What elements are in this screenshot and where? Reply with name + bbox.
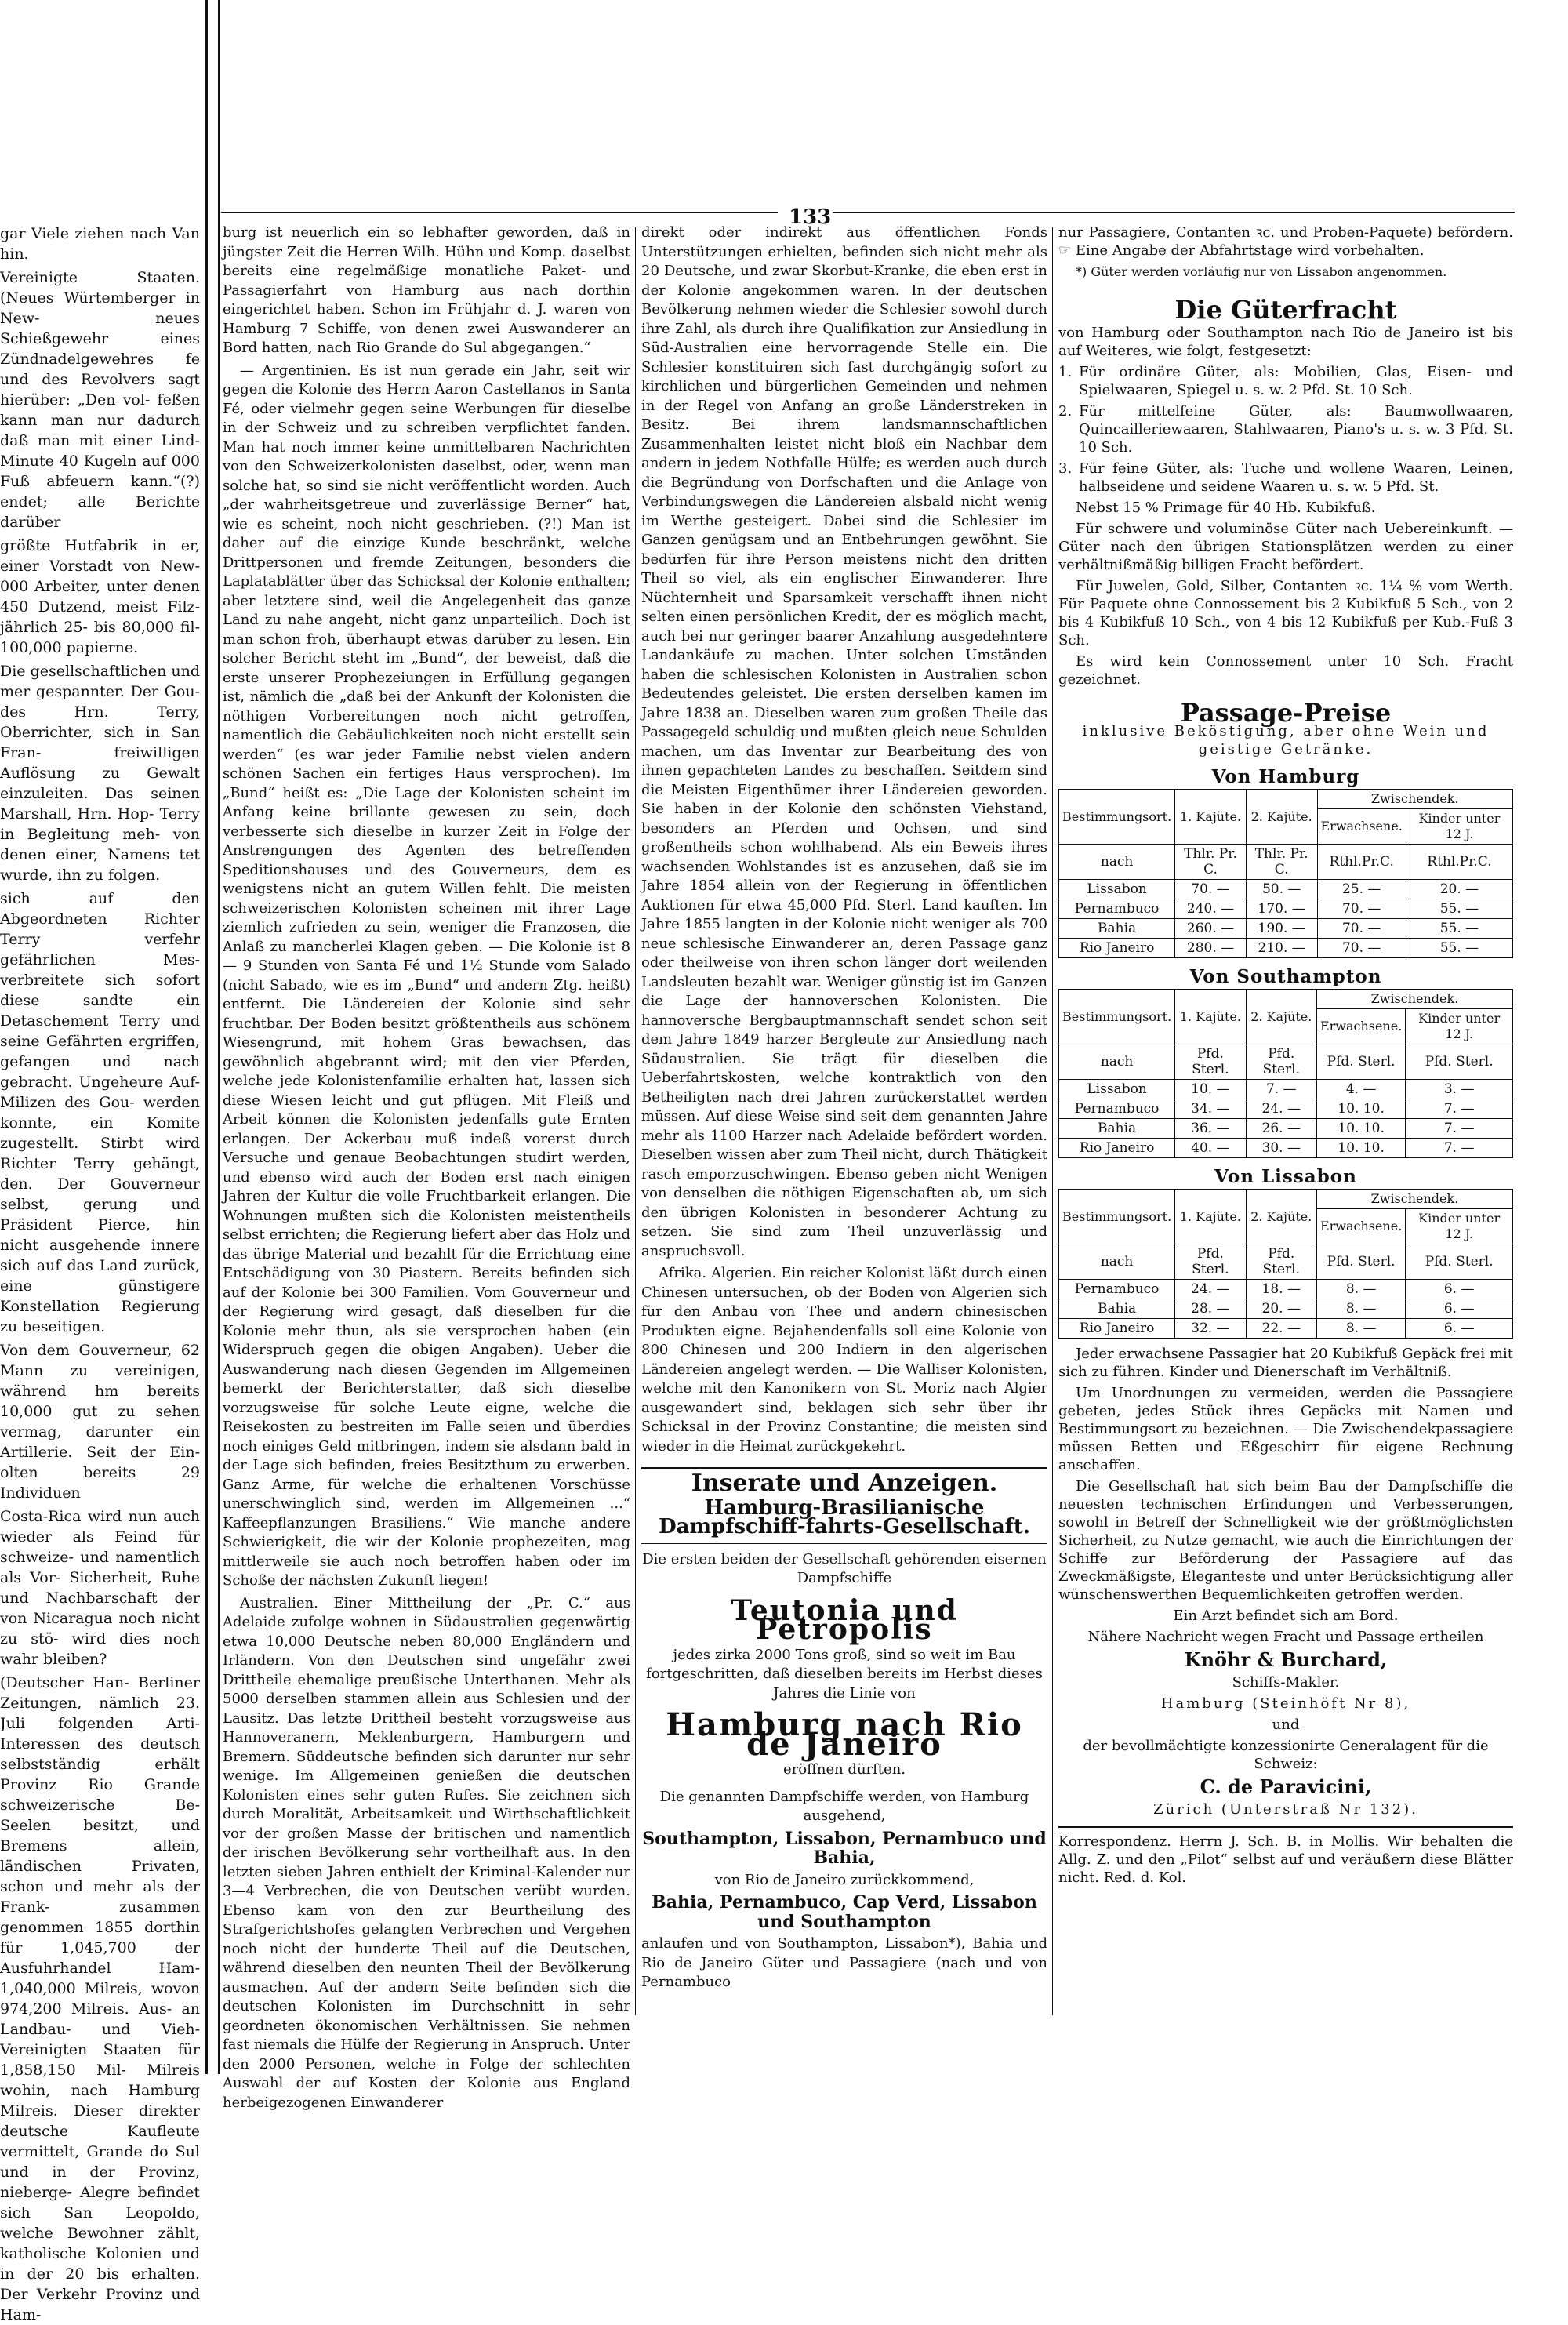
fare-table-lissabon xyxy=(1058,1189,1513,1339)
paragraph: Vereinigte Staaten. (Neues Würtemberger in New- neues Schießgewehr eines Zündnadelgewehres fe und des Revolvers sagt hierüber: „Den vol- feßen kann man nur dadurch daß man mit einer Lind- Minute 40 Kugeln auf 000 Fuß abfeuern kann.“(?) endet; alle Berichte darüber xyxy=(0,269,200,531)
header-cell: Erwachsene. xyxy=(1316,1209,1405,1244)
unit-cell: Pfd. Sterl. xyxy=(1316,1044,1405,1080)
header-cell: 2. Kajüte. xyxy=(1246,1190,1316,1244)
unit-cell: Pfd. Sterl. xyxy=(1175,1044,1246,1080)
table-row: Bahia 260. — 190. — 70. — 55. — xyxy=(1059,919,1513,939)
paragraph: Jeder erwachsene Passagier hat 20 Kubikfuß Gepäck frei mit sich zu führen. Kinder und Dienerschaft im Verhältniß. xyxy=(1058,1346,1513,1380)
unit-cell: Rthl.Pr.C. xyxy=(1317,845,1406,880)
agent-address: Hamburg (Steinhöft Nr 8), xyxy=(1160,1695,1411,1712)
paragraph: Costa-Rica wird nun auch wieder als Feind für schweize- und namentlich als Vor- Sicherheit, Ruhe und Nachbarschaft der von Nicaragua noch nicht zu stö- wird dies noch wahr bleiben? xyxy=(0,1508,200,1668)
paragraph-australien: Australien. Einer Mittheilung der „Pr. C.“ aus Adelaide zufolge wohnen in Südaustralien gegenwärtig etwa 10,000 Deutsche neben 80,000 Engländern und Irländern. Von den Deutschen sind ungefähr zwei Drittheile ehemalige preußische Unterthanen. Mehr als 5000 derselben stammen allein aus Schlesien und der Lausitz. Das letzte Drittheil besteht vorzugsweise aus Hannoveranern, Meklenburgern, Hamburgern und Bremern. Süddeutsche befinden sich darunter nur sehr wenige. Im Allgemeinen genießen die deutschen Kolonisten eines sehr guten Rufes. Sie zeichnen sich durch Moralität, Arbeitsamkeit und Wirthschaftlichkeit vor der großen Masse der britischen und namentlich der irischen Bevölkerung sehr vortheilhaft aus. In den letzten sieben Jahren enthielt der Kriminal-Kalender nur 3—4 Verbrechen, die von Deutschen verübt wurden. Ebenso kam von den zur Beurtheilung des Strafgerichtshofes gelangten Verbrechen und Vergehen noch nicht der hunderte Theil auf die Deutschen, während dieselben den neunten Theil der Bevölkerung ausmachen. Auf der andern Seite befinden sich die deutschen Kolonisten im Durchschnitt in sehr geordneten ökonomischen Verhältnissen. Sie nehmen fast niemals die Hülfe der Regierung in Anspruch. Unter den 2000 Personen, welche in Folge der schlechten Auswahl der auf Kosten der Kolonie aus England herbeigezogenen Einwanderer xyxy=(223,1594,630,2111)
paragraph: sich auf den Abgeordneten Richter Terry verfehr gefährlichen Mes- verbreitete sich sofort diese sandte ein Detaschement Terry und seine Gefährten ergriffen, gefangen und nach gebracht. Ungeheure Auf- Milizen des Gou- werden konnte, ein Komite zugestellt. Stirbt wird Richter Terry gehängt, den. Der Gouverneur selbst, gerung und Präsident Pierce, hin nicht ausgehende innere sich auf das Land zurück, eine günstigere Konstellation Regierung zu beseitigen. xyxy=(0,890,200,1335)
ad-ships: Teutonia und Petropolis xyxy=(731,1593,958,1646)
header-cell: 1. Kajüte. xyxy=(1175,990,1246,1044)
header-cell: Kinder unter 12 J. xyxy=(1406,809,1512,845)
binding-line-inner xyxy=(218,0,220,2074)
fare-table-southampton xyxy=(1058,989,1513,1158)
header-cell: 1. Kajüte. xyxy=(1175,1190,1246,1244)
ad-section-title: Inserate und Anzeigen. xyxy=(691,1469,998,1497)
header-cell: Kinder unter 12 J. xyxy=(1406,1209,1513,1244)
header-cell: 2. Kajüte. xyxy=(1246,990,1316,1044)
header-cell: Erwachsene. xyxy=(1317,809,1406,845)
freight-note: Es wird kein Connossement unter 10 Sch. Fracht gezeichnet. xyxy=(1058,653,1513,688)
paragraph-argentinien: — Argentinien. Es ist nun gerade ein Jahr, seit wir gegen die Kolonie des Herrn Aaron Castellanos in Santa Fé, oder vielmehr gegen seine Werbungen für dieselbe in der Schweiz und zu schreiben verpflichtet fanden. Man hat noch immer keine unmittelbaren Nachrichten von den Schweizerkolonisten daselbst, oder, wenn man solche hat, so sind sie nicht veröffentlicht worden. Auch „der wahrheitsgetreue und zuverlässige Berner“ hat, wie es scheint, noch nicht geschrieben. (?!) Man ist daher auf die einzige Kunde beschränkt, welche Drittpersonen und fremde Zeitungen, besonders die Laplatablätter über das Schicksal der Kolonie enthalten; aber letztere sind, weil die Angelegenheit das ganze Land zu nahe angeht, nicht ganz unparteilich. Doch ist man schon froh, überhaupt etwas darüber zu lesen. Ein solcher Bericht steht im „Bund“, der beweist, daß die erste unserer Prophezeiungen in Erfüllung gegangen ist, nämlich die „daß bei der Ankunft der Kolonisten die nöthigen Vorbereitungen noch nicht getroffen, namentlich die Gebäulichkeiten noch nicht erstellt sein werden“ (es war jeder Familie nebst vielen andern schönen Sachen ein fertiges Haus versprochen). Im „Bund“ heißt es: „Die Lage der Kolonisten scheint im Anfang keine brillante gewesen zu sein, doch verbesserte sich dieselbe in kurzer Zeit in Folge der Anstrengungen des Agenten des betreffenden Speditionshauses und des Gouverneurs, dem es wenigstens nicht an gutem Willen fehlt. Die meisten schweizerischen Kolonisten scheinen mit ihrer Lage ziemlich zufrieden zu sein, weniger die Franzosen, die Anlaß zu mancherlei Klagen geben. — Die Kolonie ist 8 — 9 Stunden von Santa Fé und 1½ Stunde vom Salado (nicht Sabado, wie es im „Bund“ und andern Ztg. heißt) entfernt. Die Ländereien der Kolonie sind sehr fruchtbar. Der Boden besitzt größtentheils aus schönem Wiesengrund, mit hohem Gras bewachsen, das gewöhnlich abgebrannt wird; mit den vier Pferden, welche jede Kolonistenfamilie erhalten hat, lassen sich diese Wiesen leicht und gut pflügen. Mit Fleiß und Arbeit können die Kolonisten jedenfalls gute Ernten erlangen. Der Ackerbau muß indeß vorerst durch Versuche und genaue Beobachtungen studirt werden, und ebenso wird auch der Boden erst nach einigen Jahren der Kultur die volle Fruchtbarkeit erlangen. Die Wohnungen mußten sich die Kolonisten meistentheils selbst errichten; die Regierung liefert aber das Holz und das übrige Material und bezahlt für die Errichtung eine Entschädigung von 30 Piastern. Bereits befinden sich auf der Kolonie bei 300 Familien. Vom Gouverneur und der Regierung wird gesagt, daß dieselben für die Kolonie mehr thun, als sie versprochen haben (ein Widerspruch gegen die obigen Angaben). Ueber die Auswanderung nach diesen Gegenden im Allgemeinen bemerkt der Berichterstatter, daß sich dieselbe vorzugsweise für solche Leute eigne, welche die Reisekosten zu bestreiten im Falle seien und überdies noch einiges Geld mitbringen, indem sie alsdann bald in der Lage sich befinden, freies Besitzthum zu erwerben. Ganz Arme, für welche die erhaltenen Vorschüsse unerschwinglich sind, werden im Allgemeinen ...“ Kaffeepflanzungen Brasiliens.“ Wie manche andere Schwierigkeit, die wir der Kolonie prophezeiten, mag mittlerweile sie auch noch betroffen haben oder im Schoße der nächsten Zukunft liegen! xyxy=(223,361,630,1589)
header-cell: Bestimmungsort. xyxy=(1059,790,1175,845)
table-row: Rio Janeiro 32. — 22. — 8. — 6. — xyxy=(1059,1319,1513,1339)
ad-continuation: nur Passagiere, Contanten ꝛc. und Proben-Paquete) befördern. ☞ Eine Angabe der Abfahrtstage wird vorbehalten. xyxy=(1058,224,1513,259)
ad-closing: anlaufen und von Southampton, Lissabon*), Bahia und Rio de Janeiro Güter und Passagiere (nach und von Pernambuco xyxy=(641,1935,1047,1990)
table-row: Pernambuco 240. — 170. — 70. — 55. — xyxy=(1059,899,1513,919)
header-cell: Kinder unter 12 J. xyxy=(1406,1009,1513,1044)
ad-route: Hamburg nach Rio de Janeiro xyxy=(666,1706,1023,1763)
freight-note: Nebst 15 % Primage für 40 Hb. Kubikfuß. xyxy=(1076,500,1376,516)
paragraph-afrika: Afrika. Algerien. Ein reicher Kolonist läßt durch einen Chinesen untersuchen, ob der Boden von Algerien sich für den Anbau von Thee und andern chinesischen Produkten eigne. Bejahendenfalls soll eine Kolonie von 800 Chinesen und 200 Indiern in den algerischen Ländereien angelegt werden. — Die Walliser Kolonisten, welche mit den Kanonikern von St. Moriz nach Algier ausgewandert sind, beklagen sich sehr über ihr Schicksal in der Provinz Constantine; die meisten sind wieder in die Heimat zurückgekehrt. xyxy=(641,1265,1047,1455)
paragraph: größte Hutfabrik in er, einer Vorstadt von New- 000 Arbeiter, unter denen 450 Dutzend, meist Filz- jährlich 25- bis 80,000 fil- 100,000 papierne. xyxy=(0,537,200,656)
table-row: Rio Janeiro 40. — 30. — 10. 10. 7. — xyxy=(1059,1139,1513,1158)
binding-line xyxy=(205,0,208,2074)
agent-name: Knöhr & Burchard, xyxy=(1184,1648,1388,1671)
ad-rule xyxy=(641,1543,1047,1544)
advertisement xyxy=(641,1469,1047,1993)
unit-cell: Rthl.Pr.C. xyxy=(1406,845,1512,880)
agent-address: Zürich (Unterstraß Nr 132). xyxy=(1153,1801,1418,1818)
unit-cell: nach xyxy=(1059,1244,1175,1280)
paragraph: Von dem Gouverneur, 62 Mann zu vereinigen, während hm bereits 10,000 gut zu sehen vermag, darunter ein Artillerie. Seit der Ein- olten bereits 29 Individuen xyxy=(0,1342,200,1502)
unit-cell: nach xyxy=(1059,1044,1175,1080)
freight-route: von Hamburg oder Southampton nach Rio de Janeiro ist bis auf Weiteres, wie folgt, festgesetzt: xyxy=(1058,325,1513,359)
conjunction: und xyxy=(1272,1717,1300,1733)
ad-size-text: jedes zirka 2000 Tons groß, sind so weit im Bau fortgeschritten, daß dieselben bereits im Herbst dieses Jahres die Linie von xyxy=(646,1646,1043,1702)
contact-intro: Nähere Nachricht wegen Fracht und Passage ertheilen xyxy=(1087,1629,1484,1645)
freight-item: 1. Für ordinäre Güter, als: Mobilien, Glas, Eisen- und Spielwaaren, Spiegel u. s. w. 2 Pfd. St. 10 Sch. xyxy=(1058,364,1513,398)
column-rule-1 xyxy=(635,227,636,2015)
passage-subtitle: inklusive Beköstigung, aber ohne Wein und geistige Getränke. xyxy=(1082,723,1490,757)
table-title: Von Hamburg xyxy=(1211,766,1360,787)
ad-open-text: eröffnen dürften. xyxy=(782,1761,906,1778)
table-row: Pernambuco 34. — 24. — 10. 10. 7. — xyxy=(1059,1099,1513,1119)
header-cell: 1. Kajüte. xyxy=(1175,790,1247,845)
paragraph: Die gesellschaftlichen und mer gespannter. Der Gou- des Hrn. Terry, Oberrichter, sich in San Fran- freiwilligen Auflösung zu Gewalt einzuleiten. Das seinen Marshall, Hrn. Hop- Terry in Begleitung meh- von denen einer, Namens tet wurde, ihn zu folgen. xyxy=(0,663,200,884)
passage-title: Passage-Preise xyxy=(1180,698,1392,728)
ad-separator xyxy=(641,1467,1047,1469)
column-1 xyxy=(223,223,630,2111)
table-row: Lissabon 10. — 7. — 4. — 3. — xyxy=(1059,1080,1513,1099)
unit-cell: Pfd. Sterl. xyxy=(1246,1244,1316,1280)
ad-return-intro: von Rio de Janeiro zurückkommend, xyxy=(714,1871,975,1888)
ad-return-ports: Bahia, Pernambuco, Cap Verd, Lissabon und Southampton xyxy=(652,1892,1037,1932)
header-cell: 2. Kajüte. xyxy=(1246,790,1317,845)
freight-note: Für schwere und voluminöse Güter nach Uebereinkunft. — Güter nach den übrigen Stationsplätzen werden zu einer verhältnißmäßig billigen Fracht befördert. xyxy=(1058,521,1513,573)
unit-cell: Pfd. Sterl. xyxy=(1246,1044,1316,1080)
header-rule-left xyxy=(221,212,778,213)
paragraph: burg ist neuerlich ein so lebhafter geworden, daß in jüngster Zeit die Herren Wilh. Hühn und Komp. daselbst bereits eine regelmäßige monatliche Paket- und Passagierfahrt von Hamburg aus nach dorthin eingerichtet haben. Schon im Frühjahr d. J. waren von Hamburg 7 Schiffe, von denen zwei Auswanderer an Bord hatten, nach Rio Grande do Sul abgegangen.“ xyxy=(223,224,630,356)
paragraph: Ein Arzt befindet sich am Bord. xyxy=(1173,1608,1399,1624)
paragraph: gar Viele ziehen nach Van hin. xyxy=(0,225,200,263)
agent-intro: der bevollmächtigte konzessionirte Generalagent für die Schweiz: xyxy=(1083,1738,1489,1772)
column-2 xyxy=(641,223,1047,2019)
unit-cell: nach xyxy=(1059,845,1175,880)
unit-cell: Pfd. Sterl. xyxy=(1316,1244,1405,1280)
header-cell: Zwischendek. xyxy=(1317,790,1513,809)
agent-name: C. de Paravicini, xyxy=(1200,1775,1372,1798)
section-rule xyxy=(1058,1826,1513,1828)
freight-item: 3. Für feine Güter, als: Tuche und wollene Waaren, Leinen, halbseidene und seidene Waaren u. s. w. 5 Pfd. St. xyxy=(1058,460,1513,495)
unit-cell: Pfd. Sterl. xyxy=(1175,1244,1246,1280)
footnote: *) Güter werden vorläufig nur von Lissabon angenommen. xyxy=(1076,264,1447,279)
header-cell: Bestimmungsort. xyxy=(1059,990,1175,1044)
table-row: Bahia 28. — 20. — 8. — 6. — xyxy=(1059,1299,1513,1319)
agent-role: Schiffs-Makler. xyxy=(1232,1674,1340,1691)
fare-table-hamburg xyxy=(1058,789,1513,958)
correspondence-note: Korrespondenz. Herrn J. Sch. B. in Mollis. Wir behalten die Allg. Z. und den „Pilot“ selbst auf und veräußern diese Blätter nicht. Red. d. Kol. xyxy=(1058,1833,1513,1886)
paragraph: Um Unordnungen zu vermeiden, werden die Passagiere gebeten, jedes Stück ihres Gepäcks mit Namen und Bestimmungsort zu bezeichnen. — Die Zwischendekpassagiere müssen Betten und Eßgeschirr für eigene Rechnung anschaffen. xyxy=(1058,1385,1513,1473)
table-row: Lissabon 70. — 50. — 25. — 20. — xyxy=(1059,880,1513,899)
paragraph: direkt oder indirekt aus öffentlichen Fonds Unterstützungen erhielten, befinden sich nicht mehr als 20 Deutsche, und zwar Skorbut-Kranke, die eben erst in der Kolonie angekommen waren. In der deutschen Bevölkerung nehmen wieder die Schlesier sowohl durch ihre Zahl, als durch ihre Qualifikation zur Ansiedlung in Süd-Australien eine hervorragende Stelle ein. Die Schlesier konstituiren sich fast durchgängig sofort zu kirchlichen und bürgerlichen Gemeinden und nehmen in der Regel von Anfang an große Länderstreken in Besitz. Bei ihrem landsmannschaftlichen Zusammenhalten leistet nicht bloß ein Nachbar dem andern in jedem Nothfalle Hülfe; es werden auch durch die Begründung von Dorfschaften und die Anlage von Verbindungswegen die Ländereien alsbald nicht wenig im Werthe gesteigert. Dabei sind die Schlesier im Ganzen genügsam und an Entbehrungen gewöhnt. Sie bedürfen für ihre Person meistens nicht den dritten Theil so viel, als ein englischer Einwanderer. Ihre Nüchternheit und Sparsamkeit verschafft ihnen nicht selten einen persönlichen Kredit, der es möglich macht, auch bei nur geringer baarer Anzahlung ausgedehntere Landankäufe zu machen. Unter solchen Umständen haben die schlesischen Kolonisten in Australien schon Bedeutendes geleistet. Die ersten derselben kamen im Jahre 1838 an. Dieselben waren zum großen Theile das Passagegeld schuldig und mußten gleich neue Schulden machen, um das Inventar zur Bearbeitung des von ihnen gepachteten Landes zu beschaffen. Seitdem sind die Meisten Eigenthümer ihrer Ländereien geworden. Sie haben in der Kolonie den schönsten Viehstand, besonders an Pferden und Ochsen, und sind großentheils schon wohlhabend. Als ein Beweis ihres wachsenden Wohlstandes ist es anzusehen, daß sie im Jahre 1854 allein von der Regierung in öffentlichen Auktionen für etwa 45,000 Pfd. Sterl. Land kauften. Im Jahre 1855 langten in der Kolonie nicht weniger als 700 neue schlesische Einwanderer an, deren Passage ganz oder theilweise von ihren schon länger dort weilenden Landsleuten bezahlt war. Weniger günstig ist im Ganzen die Lage der hannoverschen Kolonisten. Die hannoversche Bergbauptmannschaft sendet schon seit dem Jahre 1849 harzer Bergleute zur Ansiedlung nach Südaustralien. Sie trägt für dieselben die Ueberfahrtskosten, welche kontraktlich von den Betheiligten nach drei Jahren zurückerstattet werden müssen. Auf diese Weise sind seit dem genannten Jahre mehr als 1100 Harzer nach Adelaide befördert worden. Dieselben wissen aber zum Theil nicht, durch Thätigkeit rasch emporzuschwingen. Ebenso geben nicht Wenigen von denselben die nöthigen Eigenschaften ab, um sich den übrigen Kolonisten in besonderer Achtung zu setzen. Sie sind zum Theil unzuverlässig und anspruchsvoll. xyxy=(641,224,1047,1259)
unit-cell: Pfd. Sterl. xyxy=(1406,1044,1513,1080)
ad-depart-intro: Die genannten Dampfschiffe werden, von Hamburg ausgehend, xyxy=(659,1788,1029,1824)
table-title: Von Lissabon xyxy=(1214,1166,1357,1187)
freight-title: Die Güterfracht xyxy=(1174,295,1397,325)
header-cell: Erwachsene. xyxy=(1316,1009,1405,1044)
ad-company: Hamburg-Brasilianische Dampfschiff-fahrts-Gesellschaft. xyxy=(659,1495,1030,1538)
table-title: Von Southampton xyxy=(1189,966,1382,987)
header-cell: Bestimmungsort. xyxy=(1059,1190,1175,1244)
ad-depart-ports: Southampton, Lissabon, Pernambuco und Bahia, xyxy=(642,1828,1047,1868)
ad-intro: Die ersten beiden der Gesellschaft gehörenden eisernen Dampfschiffe xyxy=(642,1550,1047,1586)
freight-item: 2. Für mittelfeine Güter, als: Baumwollwaaren, Quincailleriewaaren, Stahlwaaren, Piano's u. s. w. 3 Pfd. St. 10 Sch. xyxy=(1058,403,1513,456)
header-cell: Zwischendek. xyxy=(1316,1190,1512,1209)
column-fragment xyxy=(0,223,200,2323)
freight-list xyxy=(1058,363,1513,496)
column-3 xyxy=(1058,223,1513,2019)
paragraph: (Deutscher Han- Berliner Zeitungen, nämlich 23. Juli folgenden Arti- Interessen des deutsch selbstständig erhält Provinz Rio Grande schweizerische Be- Seelen besitzt, und Bremens allein, ländischen Privaten, schon und mehr als der Frank- zusammen genommen 1855 dorthin für 1,045,700 der Ausfuhrhandel Ham- 1,040,000 Milreis, wovon 974,200 Milreis. Aus- an Landbau- und Vieh- Vereinigten Staaten für 1,858,150 Mil- Milreis wohin, nach Hamburg Milreis. Dieser direkter deutsche Kaufleute vermittelt, Grande do Sul und in der Provinz, nieberge- Alegre befindet sich San Leopoldo, welche Bewohner zählt, katholische Kolonien und in der 20 bis erhalten. Der Verkehr Provinz und Ham- xyxy=(0,1674,200,2323)
header-cell: Zwischendek. xyxy=(1316,990,1512,1009)
column-rule-2 xyxy=(1052,227,1053,2015)
table-row: Rio Janeiro 280. — 210. — 70. — 55. — xyxy=(1059,939,1513,958)
table-row: Bahia 36. — 26. — 10. 10. 7. — xyxy=(1059,1119,1513,1139)
unit-cell: Pfd. Sterl. xyxy=(1406,1244,1513,1280)
page-number: 133 xyxy=(789,205,832,229)
freight-note: Für Juwelen, Gold, Silber, Contanten ꝛc. 1¼ % vom Werth. Für Paquete ohne Connossement bis 2 Kubikfuß 5 Sch., von 2 bis 4 Kubikfuß 10 Sch., von 4 bis 12 Kubikfuß per Kub.-Fuß 3 Sch. xyxy=(1058,578,1513,648)
paragraph: Die Gesellschaft hat sich beim Bau der Dampfschiffe die neuesten technischen Erfindungen und Verbesserungen, sowohl in Betreff der Schnelligkeit wie der größtmöglichsten Sicherheit, zu Nutze gemacht, wie auch die Einrichtungen der Schiffe zur Beförderung der Passagiere auf das Zweckmäßigste, Eleganteste und unter Berücksichtigung aller wünschenswerthen Bequemlichkeiten getroffen werden. xyxy=(1058,1478,1513,1603)
header-rule-right xyxy=(833,212,1515,213)
unit-cell: Thlr. Pr. C. xyxy=(1246,845,1317,880)
unit-cell: Thlr. Pr. C. xyxy=(1175,845,1247,880)
table-row: Pernambuco 24. — 18. — 8. — 6. — xyxy=(1059,1280,1513,1299)
